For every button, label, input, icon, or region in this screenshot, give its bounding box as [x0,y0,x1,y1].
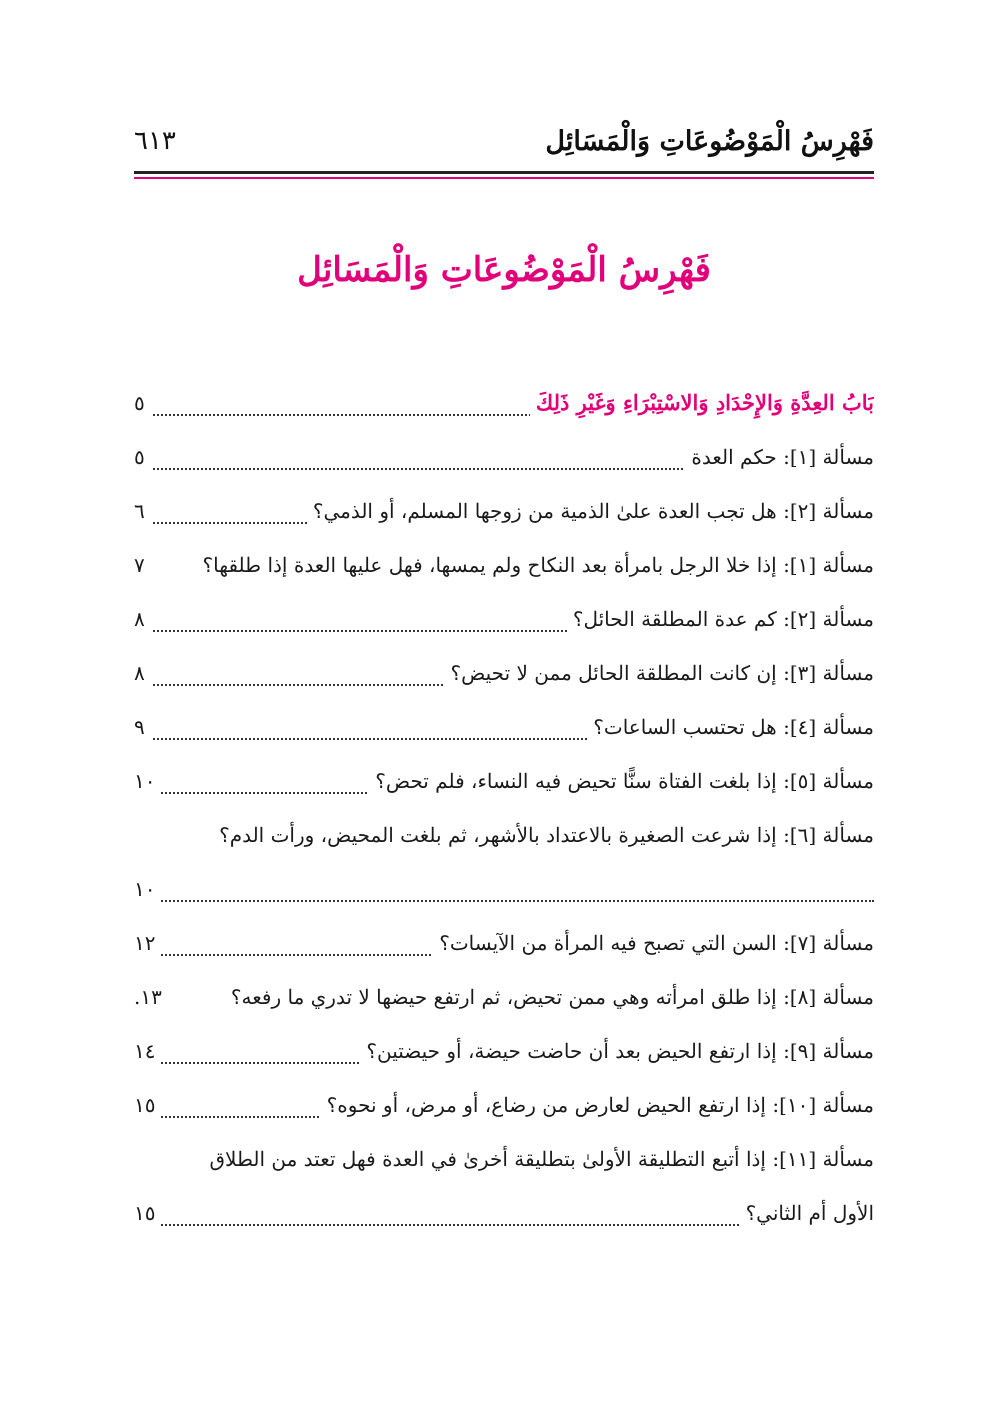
toc-entry[interactable] [134,1134,874,1188]
toc-entry-page: ١٤ [134,1036,161,1066]
toc-entry-text: مسألة [٤]: هل تحتسب الساعات؟ [587,712,874,742]
toc-entry-page: ٦ [134,496,151,526]
toc-entry-text: مسألة [٦]: إذا شرعت الصغيرة بالاعتداد بالأشهر، ثم بلغت المحيض، ورأت الدم؟ [213,820,874,850]
toc-entry[interactable] [134,972,874,1026]
toc-entry[interactable] [134,432,874,486]
toc-entry-page: ٧ [134,550,151,580]
toc-entry-text: مسألة [٢]: هل تجب العدة علىٰ الذمية من زوجها المسلم، أو الذمي؟ [307,496,874,526]
toc-entry-page: ٨ [134,658,151,688]
toc-entry[interactable] [134,756,874,810]
toc-entry[interactable] [134,1188,874,1242]
index-title: فَهْرِسُ الْمَوْضُوعَاتِ وَالْمَسَائِل [297,250,711,290]
toc-entry-text: مسألة [١]: حكم العدة [685,442,874,472]
toc-entry-continuation[interactable] [134,864,874,918]
toc-entry-page: ٨ [134,604,151,634]
toc-entry-page: ١٥ [134,1198,161,1228]
toc-entry-page: ١٠ [134,874,161,904]
toc-entry[interactable] [134,810,874,864]
table-of-contents [134,378,874,1242]
toc-entry-page: ٩ [134,712,151,742]
toc-entry-text: مسألة [٢]: كم عدة المطلقة الحائل؟ [567,604,874,634]
running-header [134,122,874,170]
toc-entry-page: ١٥ [134,1090,161,1120]
toc-entry[interactable] [134,1026,874,1080]
toc-entry-text: مسألة [٧]: السن التي تصبح فيه المرأة من الآيسات؟ [433,928,874,958]
toc-entry-page: ٥ [134,388,151,418]
toc-entry-text: مسألة [١٠]: إذا ارتفع الحيض لعارض من رضاع، أو مرض، أو نحوه؟ [321,1090,874,1120]
toc-entry[interactable] [134,702,874,756]
toc-entry-text: مسألة [٩]: إذا ارتفع الحيض بعد أن حاضت حيضة، أو حيضتين؟ [360,1036,874,1066]
toc-entry-text: مسألة [٥]: إذا بلغت الفتاة سنًّا تحيض فيه النساء، فلم تحض؟ [369,766,874,796]
toc-entry-page: ١٠ [134,766,161,796]
toc-entry-text: مسألة [٣]: إن كانت المطلقة الحائل ممن لا تحيض؟ [445,658,874,688]
page-number: ٦١٣ [134,126,176,156]
header-rule-thick [134,171,874,174]
toc-entry-text: بَابُ العِدَّةِ وَالإِحْدَادِ وَالاسْتِبْرَاءِ وَغَيْرِ ذَلِكَ [530,388,874,418]
toc-entry-text: الأول أم الثاني؟ [740,1198,874,1228]
toc-entry-page: ١٢ [134,928,161,958]
toc-entry-text: مسألة [١١]: إذا أتبع التطليقة الأولىٰ بتطليقة أخرىٰ في العدة فهل تعتد من الطلاق [204,1144,874,1174]
dot-leader [134,900,874,902]
toc-entry-page: ١٣. [134,982,168,1012]
toc-entry[interactable] [134,648,874,702]
toc-entry-text: مسألة [٨]: إذا طلق امرأته وهي ممن تحيض، ثم ارتفع حيضها لا تدري ما رفعه؟ [225,982,874,1012]
toc-entry-page: ٥ [134,442,151,472]
toc-entry[interactable] [134,486,874,540]
toc-entry[interactable] [134,540,874,594]
toc-entry[interactable] [134,1080,874,1134]
toc-entry-text: مسألة [١]: إذا خلا الرجل بامرأة بعد النكاح ولم يمسها، فهل عليها العدة إذا طلقها؟ [197,550,874,580]
header-rule-accent [134,177,874,179]
toc-entry[interactable] [134,594,874,648]
toc-entry-section[interactable] [134,378,874,432]
running-title: فَهْرِسُ الْمَوْضُوعَاتِ وَالْمَسَائِل [545,126,874,157]
toc-entry[interactable] [134,918,874,972]
